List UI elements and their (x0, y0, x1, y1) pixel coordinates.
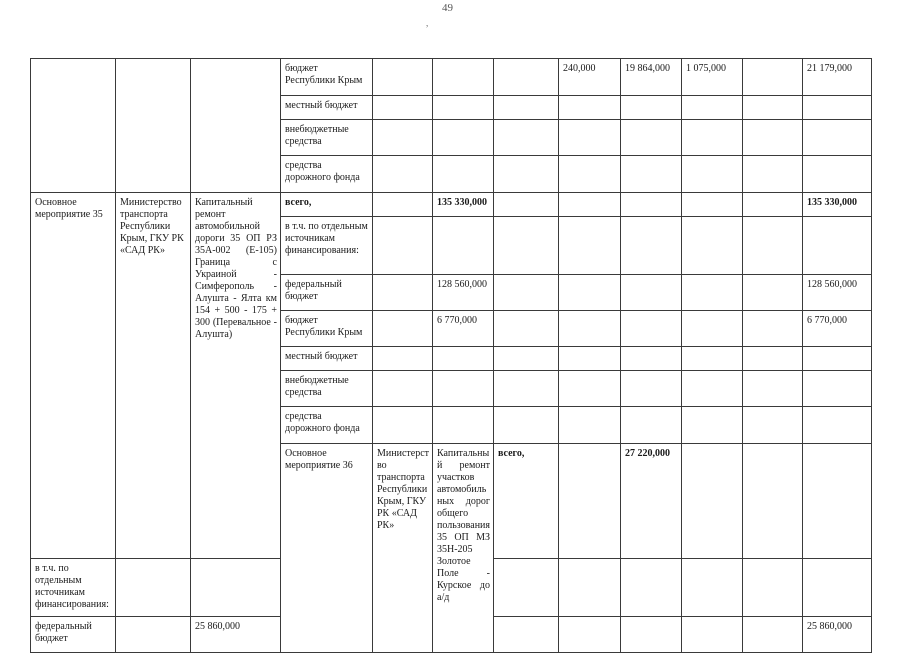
cell-empty (621, 617, 682, 653)
source-federal: федеральный бюджет (281, 275, 373, 311)
cell-empty (373, 217, 433, 275)
source-offbudget: внебюджетные средства (281, 371, 373, 407)
cell-empty (743, 347, 803, 371)
cell-empty (682, 371, 743, 407)
cell-empty (373, 371, 433, 407)
page-mark: , (426, 18, 429, 28)
cell-empty (494, 59, 559, 96)
cell-empty (494, 407, 559, 444)
cell-empty (803, 217, 872, 275)
value-federal: 128 560,000 (433, 275, 494, 311)
cell-empty (191, 559, 281, 617)
cell-empty (559, 444, 621, 559)
cell-empty (31, 59, 116, 193)
cell-empty (433, 217, 494, 275)
cell-empty (433, 96, 494, 120)
cell-empty (559, 371, 621, 407)
measure-name: Основное мероприятие 36 (281, 444, 373, 653)
cell-empty (743, 444, 803, 559)
cell-empty (682, 96, 743, 120)
cell-empty (682, 444, 743, 559)
cell-empty (559, 156, 621, 193)
cell-empty (373, 120, 433, 156)
measure-name: Основное мероприятие 35 (31, 193, 116, 559)
cell-empty (743, 617, 803, 653)
cell-empty (494, 617, 559, 653)
cell-empty (373, 275, 433, 311)
source-road-fund: средства дорожного фонда (281, 407, 373, 444)
cell-empty (433, 120, 494, 156)
cell-empty (373, 311, 433, 347)
cell-empty (494, 559, 559, 617)
cell-empty (559, 559, 621, 617)
cell-empty (494, 347, 559, 371)
cell-empty (494, 120, 559, 156)
cell-empty (494, 96, 559, 120)
cell-empty (373, 96, 433, 120)
value-republic-3: 1 075,000 (682, 59, 743, 96)
value-total-sum: 135 330,000 (803, 193, 872, 217)
cell-empty (494, 217, 559, 275)
cell-empty (559, 347, 621, 371)
cell-empty (191, 59, 281, 193)
cell-empty (373, 193, 433, 217)
cell-empty (682, 156, 743, 193)
cell-empty (494, 156, 559, 193)
cell-empty (494, 193, 559, 217)
value-republic-sum: 21 179,000 (803, 59, 872, 96)
cell-empty (743, 193, 803, 217)
cell-empty (433, 156, 494, 193)
cell-empty (803, 120, 872, 156)
cell-empty (494, 311, 559, 347)
cell-empty (116, 617, 191, 653)
table-row (31, 193, 872, 217)
measure-executor: Министерство транспорта Республики Крым, ГКУ РК «САД РК» (116, 193, 191, 559)
cell-empty (803, 96, 872, 120)
cell-empty (682, 347, 743, 371)
cell-empty (743, 96, 803, 120)
cell-empty (743, 156, 803, 193)
cell-empty (743, 371, 803, 407)
source-republic: бюджет Республики Крым (281, 59, 373, 96)
value-total: 135 330,000 (433, 193, 494, 217)
cell-empty (494, 371, 559, 407)
cell-empty (559, 96, 621, 120)
source-total: всего, (281, 193, 373, 217)
cell-empty (373, 59, 433, 96)
cell-empty (116, 59, 191, 193)
cell-empty (743, 559, 803, 617)
cell-empty (494, 275, 559, 311)
cell-empty (433, 407, 494, 444)
measure-description: Капитальный ремонт участков автомобильных дорог общего пользования 35 ОП МЗ 35Н-205 Золотое Поле - Курское до а/д (433, 444, 494, 653)
cell-empty (621, 407, 682, 444)
cell-empty (682, 311, 743, 347)
measure-executor: Министерство транспорта Республики Крым, ГКУ РК «САД РК» (373, 444, 433, 653)
cell-empty (621, 371, 682, 407)
cell-empty (621, 275, 682, 311)
cell-empty (803, 347, 872, 371)
cell-empty (559, 120, 621, 156)
cell-empty (433, 59, 494, 96)
cell-empty (373, 347, 433, 371)
source-total: всего, (494, 444, 559, 559)
source-local: местный бюджет (281, 347, 373, 371)
cell-empty (743, 120, 803, 156)
source-offbudget: внебюджетные средства (281, 120, 373, 156)
cell-empty (803, 156, 872, 193)
cell-empty (559, 617, 621, 653)
cell-empty (743, 275, 803, 311)
value-republic-sum: 6 770,000 (803, 311, 872, 347)
value-republic: 6 770,000 (433, 311, 494, 347)
measure-description: Капитальный ремонт автомобильной дороги 35 ОП РЗ 35А-002 (Е-105) Граница с Украиной - Симферополь - Алушта - Ялта км 154 + 500 - 175 + 300 (Перевальное - Алушта) (191, 193, 281, 559)
value-total: 27 220,000 (621, 444, 682, 559)
cell-empty (743, 407, 803, 444)
cell-empty (433, 347, 494, 371)
value-federal-sum: 128 560,000 (803, 275, 872, 311)
cell-empty (621, 217, 682, 275)
cell-empty (559, 217, 621, 275)
value-republic-1: 240,000 (559, 59, 621, 96)
cell-empty (803, 559, 872, 617)
cell-empty (621, 559, 682, 617)
cell-empty (803, 444, 872, 559)
source-incl: в т.ч. по отдельным источникам финансирования: (31, 559, 116, 617)
cell-empty (433, 371, 494, 407)
cell-empty (803, 371, 872, 407)
cell-empty (621, 120, 682, 156)
cell-empty (373, 156, 433, 193)
financing-table (30, 58, 872, 653)
cell-empty (621, 193, 682, 217)
source-federal: федеральный бюджет (31, 617, 116, 653)
page-number: 49 (442, 2, 453, 14)
cell-empty (621, 347, 682, 371)
cell-empty (621, 311, 682, 347)
cell-empty (682, 217, 743, 275)
source-republic: бюджет Республики Крым (281, 311, 373, 347)
source-local: местный бюджет (281, 96, 373, 120)
cell-empty (559, 193, 621, 217)
cell-empty (682, 559, 743, 617)
cell-empty (682, 407, 743, 444)
source-road-fund: средства дорожного фонда (281, 156, 373, 193)
table-row (31, 59, 872, 96)
value-federal: 25 860,000 (191, 617, 281, 653)
cell-empty (803, 407, 872, 444)
cell-empty (682, 617, 743, 653)
cell-empty (373, 407, 433, 444)
cell-empty (559, 275, 621, 311)
source-incl: в т.ч. по отдельным источникам финансирования: (281, 217, 373, 275)
cell-empty (743, 311, 803, 347)
cell-empty (682, 120, 743, 156)
cell-empty (743, 59, 803, 96)
cell-empty (682, 193, 743, 217)
cell-empty (621, 96, 682, 120)
cell-empty (559, 407, 621, 444)
cell-empty (621, 156, 682, 193)
cell-empty (743, 217, 803, 275)
value-federal-sum: 25 860,000 (803, 617, 872, 653)
cell-empty (116, 559, 191, 617)
value-republic-2: 19 864,000 (621, 59, 682, 96)
cell-empty (559, 311, 621, 347)
cell-empty (682, 275, 743, 311)
